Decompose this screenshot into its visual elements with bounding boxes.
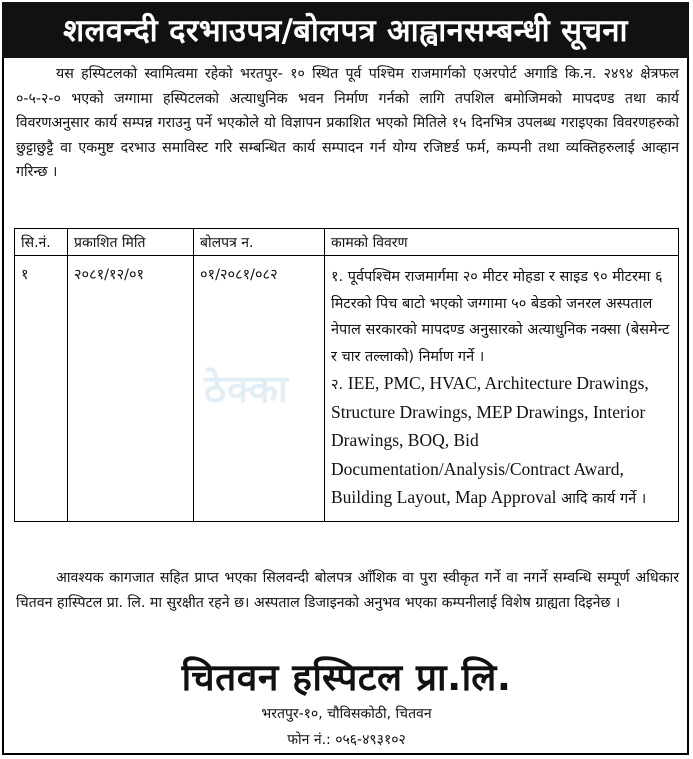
notice-title bbox=[2, 2, 689, 58]
work-item-2-number: २. bbox=[331, 377, 344, 393]
work-item-2-suffix: आदि कार्य गर्ने । bbox=[561, 491, 647, 507]
header-bid-number: बोलपत्र न. bbox=[194, 229, 325, 256]
closing-paragraph bbox=[16, 566, 679, 616]
cell-bid-number: ०१/२०८१/०८२ bbox=[194, 256, 325, 522]
table-row bbox=[15, 256, 679, 522]
notice-title-text: शलवन्दी दरभाउपत्र/बोलपत्र आह्वानसम्बन्धी सूचना bbox=[63, 13, 628, 49]
header-published-date: प्रकाशित मिति bbox=[68, 229, 194, 256]
intro-paragraph bbox=[16, 62, 679, 185]
intro-text: यस हस्पिटलको स्वामित्वमा रहेको भरतपुर- १० स्थित पूर्व पश्चिम राजमार्गको एअरपोर्ट अगाडि कि.न. २४९४ क्षेत्रफल ०-५-२-० भएको जग्गामा हस्पिटलको अत्याधुनिक भवन निर्माण गर्नको लागि तपशिल बमोजिमको मापदण्ड तथा कार्य विवरणअनुसार कार्य सम्पन्न गराउनु पर्ने भएकोले यो विज्ञापन प्रकाशित भएको मितिले १५ दिनभित्र उपलब्ध गराइएका विवरणहरुको छुट्टाछुट्टै वा एकमुष्ट दरभाउ समाविस्ट गरि सम्बन्धित कार्य सम्पादन गर्न योग्य रजिष्टर्ड फर्म, कम्पनी तथा व्यक्तिहरुलाई आव्हान गरिन्छ । bbox=[16, 66, 679, 181]
work-item-2 bbox=[331, 370, 672, 513]
cell-published-date: २०८१/१२/०१ bbox=[68, 256, 194, 522]
header-work-description: कामको विवरण bbox=[325, 229, 679, 256]
organization-phone: फोन नं.: ०५६-४९३१०२ bbox=[287, 732, 406, 748]
organization-address: भरतपुर-१०, चौविसकोठी, चितवन bbox=[261, 706, 432, 722]
tender-table bbox=[14, 228, 679, 522]
closing-text: आवश्यक कागजात सहित प्राप्त भएका सिलवन्दी बोलपत्र आँशिक वा पुरा स्वीकृत गर्ने वा नगर्ने सम्वन्धि सम्पूर्ण अधिकार चितवन हास्पिटल प्रा. लि. मा सुरक्षीत रहने छ। अस्पताल डिजाइनको अनुभव भएका कम्पनीलाई विशेष ग्राह्यता दिइनेछ । bbox=[16, 570, 679, 611]
cell-work-description bbox=[325, 256, 679, 522]
work-item-2-english: IEE, PMC, HVAC, Architecture Drawings, Structure Drawings, MEP Drawings, Interior Drawings, BOQ, Bid Documentation/Analysis/Contract Award, Building Layout, Map Approval bbox=[331, 373, 649, 507]
organization-name: चितवन हस्पिटल प्रा.लि. bbox=[181, 656, 512, 699]
header-sn: सि.नं. bbox=[15, 229, 68, 256]
work-item-1: १. पूर्वपश्चिम राजमार्गमा २० मीटर मोहडा र साइड ९० मीटरमा ६ मिटरको पिच बाटो भएको जग्गामा ५० बेडको जनरल अस्पताल नेपाल सरकारको मापदण्ड अनुसारको अत्याधुनिक नक्सा (बेसमेन्ट र चार तल्लाको) निर्माण गर्ने । bbox=[331, 269, 670, 365]
watermark-logo: ठेक्का bbox=[204, 367, 289, 411]
table-header-row bbox=[15, 229, 679, 256]
cell-sn: १ bbox=[15, 256, 68, 522]
